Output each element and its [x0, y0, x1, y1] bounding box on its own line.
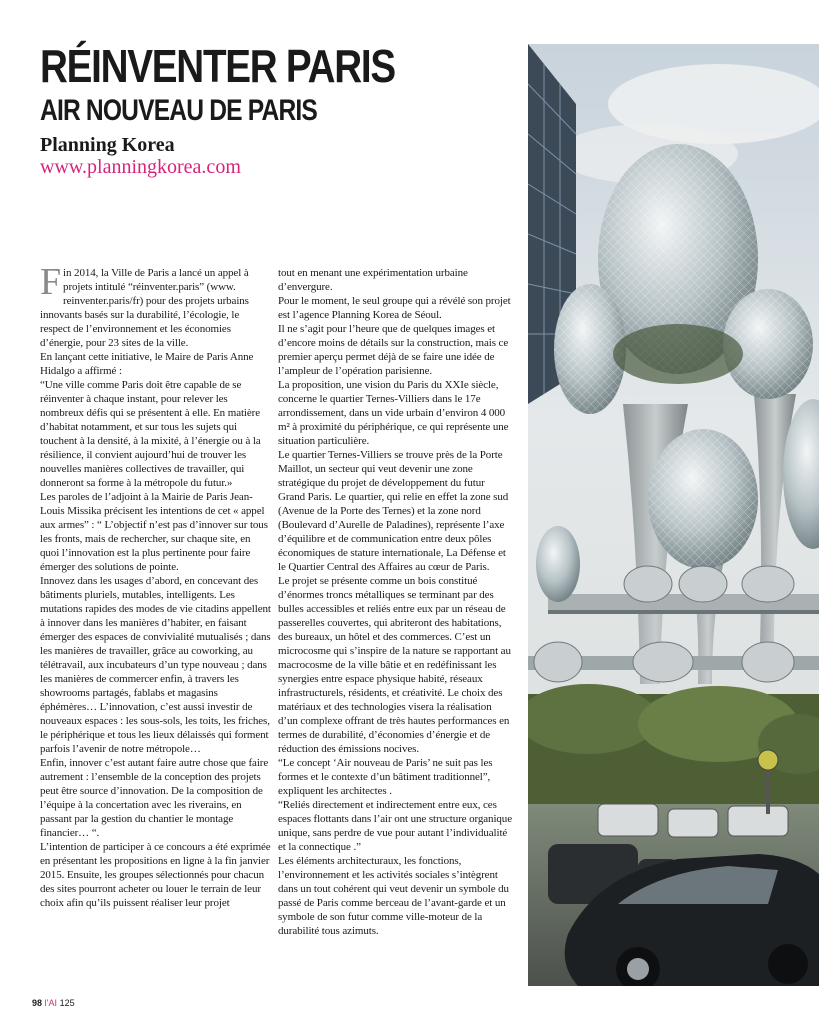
issue-number: 125 [59, 998, 75, 1008]
quote-paragraph: “Une ville comme Paris doit être capable de se réinventer à chaque instant, pour relever les nombreux défis qui se présentent à elle. En matière d’habitat notamment, et sur tous les sujets qui touchent à la densité, à la mixité, à l’énergie ou à la résilience, il convient aujourd’hui de trouver les nouvelles manières collectives de travailler, qui donneront sa forme à la métropole du futur.» [40, 379, 261, 489]
paragraph: Le projet se présente comme un bois constitué d’énormes troncs métalliques se terminant par des bulles accessibles et reliés entre eux par un réseau de passerelles couvertes, qui abriteront des habitations, des bureaux, un hôtel et des commerces. C’est un microcosme qui s’inspire de la nature se rapportant au macrocosme de la ville bâtie et en redéfinissant les synergies entre espace physique habité, réseaux infrastructurels, résidents, et créativité. Le choix des matériaux et des technologies visera la réalisation d’un complexe offrant de très hautes performances en termes de durabilité, d’économies d’énergie et de réduction des émissions nocives. [278, 575, 511, 755]
magazine-name: l’AI [44, 998, 58, 1008]
article-subtitle: AIR NOUVEAU DE PARIS [40, 94, 318, 127]
page-footer [32, 997, 75, 1009]
paragraph: En lançant cette initiative, le Maire de Paris Anne Hidalgo a affirmé : [40, 351, 254, 377]
paragraph: Enfin, innover c’est autant faire autre chose que faire autrement : l’ensemble de la conception des projets peut être source d’innovation. De la composition de l’équipe à la concertation avec les riverains, en passant par la gestion du chantier le montage financier… “. [40, 757, 269, 839]
page-number: 98 [32, 998, 43, 1008]
quote-paragraph: “Reliés directement et indirectement entre eux, ces espaces flottants dans l’air ont une structure organique unique, sans perdre de vue pour autant l’individualité et la connectique .” [278, 799, 512, 853]
paragraph: Les éléments architecturaux, les fonctions, l’environnement et les activités sociales s’intègrent dans un tout cohérent qui veut devenir un symbole du passé de Paris comme berceau de l’avant-garde et un symbole de son futur comme ville-moteur de la durabilité tous azimuts. [278, 855, 509, 937]
paragraph: Innovez dans les usages d’abord, en concevant des bâtiments pluriels, mutables, intelligents. Les mutations rapides des modes de vie citadins appellent à innover dans les manières d’habiter, en faisant émerger des espaces de convivialité mutualisés ; dans les manières de travailler, grâce au coworking, au télétravail, aux incubateurs d’un type nouveau ; dans les manières de commercer enfin, à travers les showrooms partagés, fablabs et magasins éphémères… L’innovation, c’est aussi investir de nouveaux espaces : les sous-sols, les toits, les friches, le périphérique et tous les lieux délaissés qui forment parfois l’avenir de notre métropole… [40, 575, 271, 755]
paragraph: Le quartier Ternes-Villiers se trouve près de la Porte Maillot, un secteur qui veut devenir une zone stratégique du projet de développement du futur Grand Paris. Le quartier, qui relie en effet la zone sud (Avenue de la Porte des Ternes) et la zone nord (Boulevard d’Aurelle de Paladines), représente l’axe d’équilibre et de communication entre deux pôles économiques de stature internationale, La Défense et le Quartier Central des Affaires au cœur de Paris. [278, 449, 509, 573]
paragraph: Pour le moment, le seul groupe qui a révélé son projet est l’agence Planning Korea de Séoul. [278, 295, 511, 321]
paragraph: Il ne s’agit pour l’heure que de quelques images et d’encore moins de détails sur la construction, mais ce premier aperçu permet déjà de se faire une idée de l’ampleur de l’opération parisienne. [278, 323, 509, 377]
paragraph: La proposition, une vision du Paris du XXIe siècle, concerne le quartier Ternes-Villiers dans le 17e arrondissement, dans un vide urbain d’environ 4 000 m² à proximité du périphérique, ce qui représente une situation particulière. [278, 379, 509, 447]
architecture-rendering-image [528, 44, 819, 986]
paragraph: Les paroles de l’adjoint à la Mairie de Paris Jean-Louis Missika précisent les intentions de cet « appel aux armes” : “ L’objectif n’est pas d’innover sur tous les fronts, mais de rechercher, sur chaque site, en quoi l’innovation est la plus pertinente pour faire émerger des solutions de pointe. [40, 491, 268, 573]
author-website-link[interactable]: www.planningkorea.com [40, 156, 241, 178]
paragraph: L’intention de participer à ce concours a été exprimée en présentant les propositions en ligne à la fin janvier 2015. Ensuite, les groupes sélectionnés pour chacun des sites pourront acheter ou louer le terrain de leur choix afin qu’ils puissent réaliser leur projet [40, 841, 271, 909]
article-author: Planning Korea [40, 134, 175, 156]
article-column-left [40, 261, 272, 910]
paragraph: tout en menant une expérimentation urbaine d’envergure. [278, 267, 468, 293]
article-column-right [278, 266, 512, 938]
article-title: RÉINVENTER PARIS [40, 40, 395, 92]
quote-paragraph: “Le concept ‘Air nouveau de Paris’ ne suit pas les formes et le contexte d’un bâtiment traditionnel”, expliquent les architectes . [278, 757, 493, 797]
drop-cap: F [40, 261, 62, 303]
paragraph: in 2014, la Ville de Paris a lancé un appel à projets intitulé “réinventer.paris” (www. reinventer.paris/fr) pour des projets urbains innovants basés sur la durabilité, l’écologie, le respect de l’environnement et les économies d’énergie, pour 23 sites de la ville. [40, 267, 249, 349]
